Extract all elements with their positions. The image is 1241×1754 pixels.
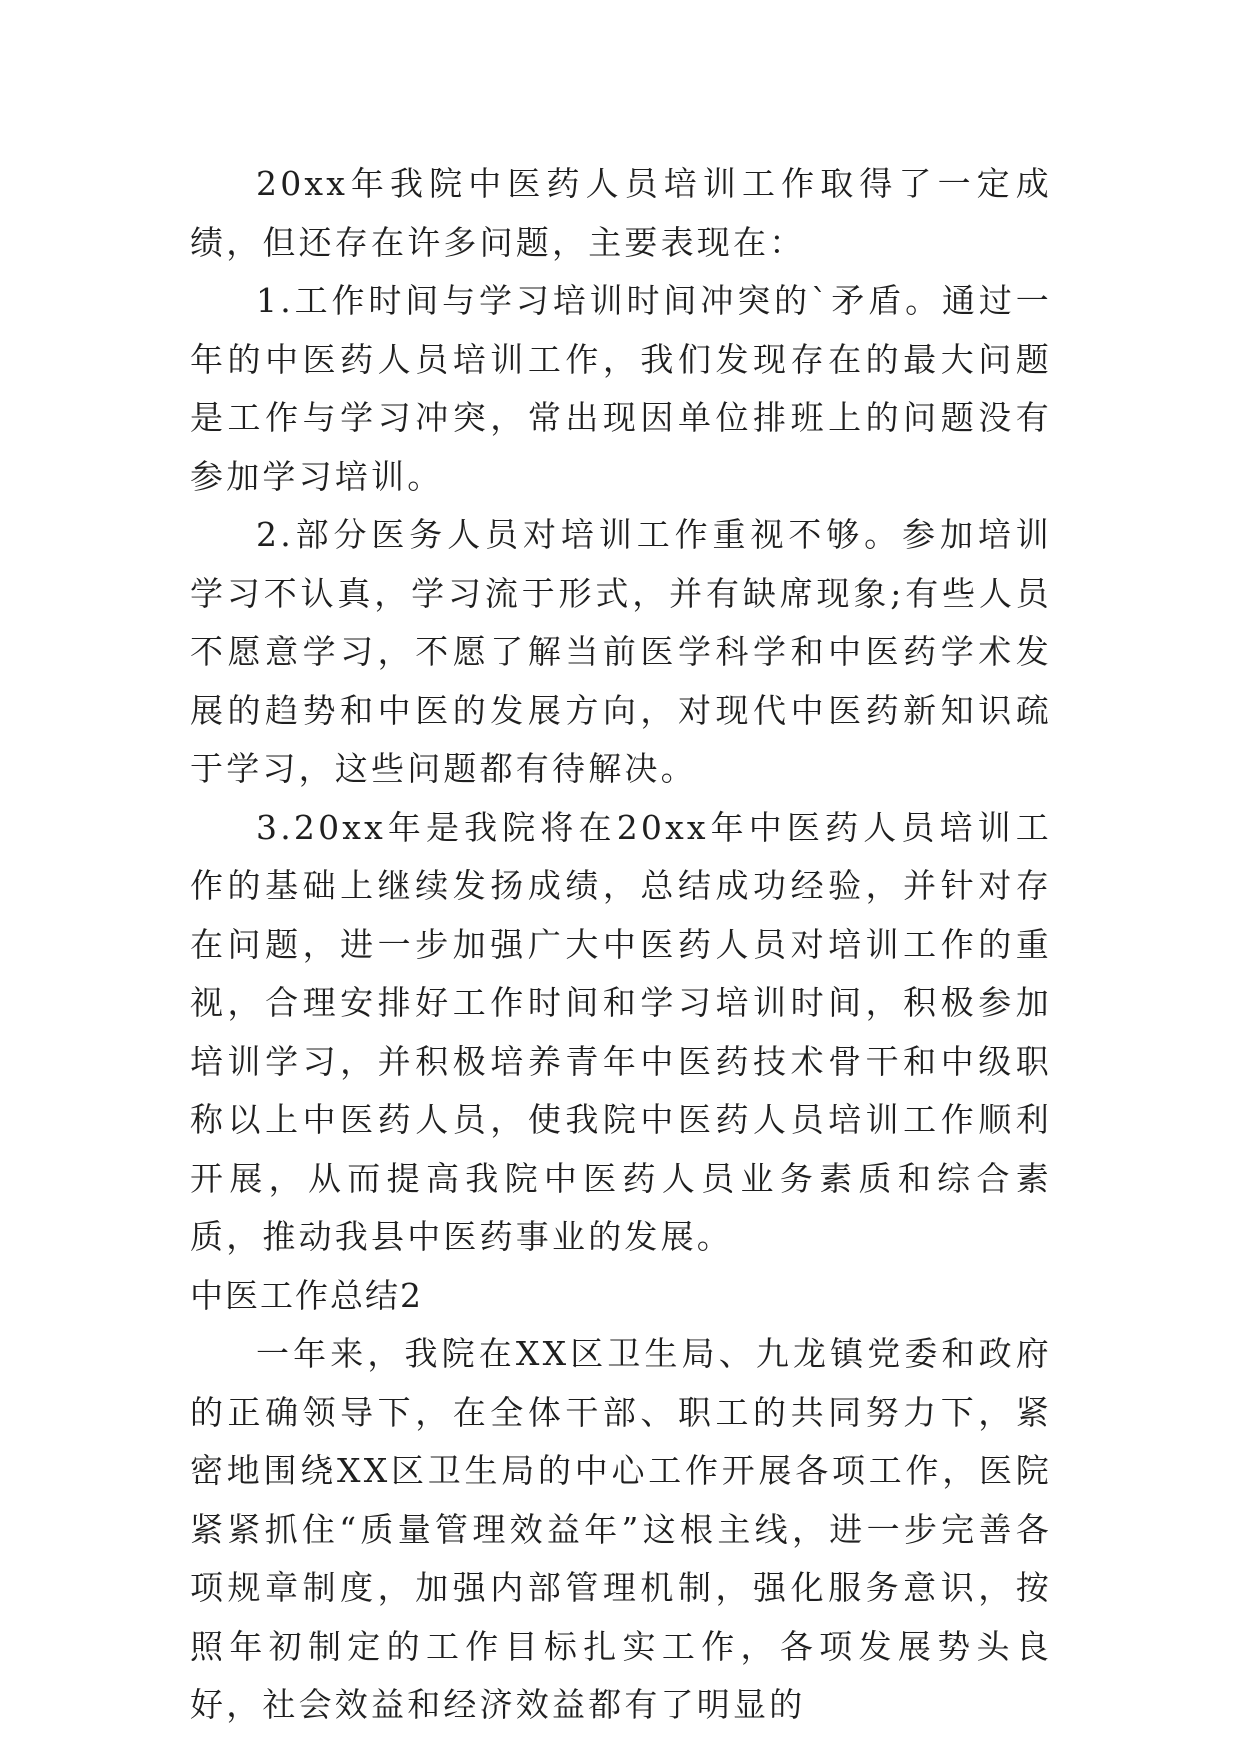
paragraph-item-1: 1.工作时间与学习培训时间冲突的`矛盾。通过一年的中医药人员培训工作，我们发现存在的最大问题是工作与学习冲突，常出现因单位排班上的问题没有参加学习培训。 xyxy=(190,281,1052,496)
document-body xyxy=(190,155,1052,1735)
paragraph-item-3: 3.20xx年是我院将在20xx年中医药人员培训工作的基础上继续发扬成绩，总结成功经验，并针对存在问题，进一步加强广大中医药人员对培训工作的重视，合理安排好工作时间和学习培训时间，积极参加培训学习，并积极培养青年中医药技术骨干和中级职称以上中医药人员，使我院中医药人员培训工作顺利开展，从而提高我院中医药人员业务素质和综合素质，推动我县中医药事业的发展。 xyxy=(190,807,1052,1256)
paragraph-intro: 20xx年我院中医药人员培训工作取得了一定成绩，但还存在许多问题，主要表现在： xyxy=(190,164,1052,262)
section-paragraph: 一年来，我院在XX区卫生局、九龙镇党委和政府的正确领导下，在全体干部、职工的共同努力下，紧密地围绕XX区卫生局的中心工作开展各项工作，医院紧紧抓住“质量管理效益年”这根主线，进一步完善各项规章制度，加强内部管理机制，强化服务意识，按照年初制定的工作目标扎实工作，各项发展势头良好，社会效益和经济效益都有了明显的 xyxy=(190,1334,1052,1724)
paragraph-item-2: 2.部分医务人员对培训工作重视不够。参加培训学习不认真，学习流于形式，并有缺席现象;有些人员不愿意学习，不愿了解当前医学科学和中医药学术发展的趋势和中医的发展方向，对现代中医药新知识疏于学习，这些问题都有待解决。 xyxy=(190,515,1052,788)
section-title: 中医工作总结2 xyxy=(190,1275,423,1315)
